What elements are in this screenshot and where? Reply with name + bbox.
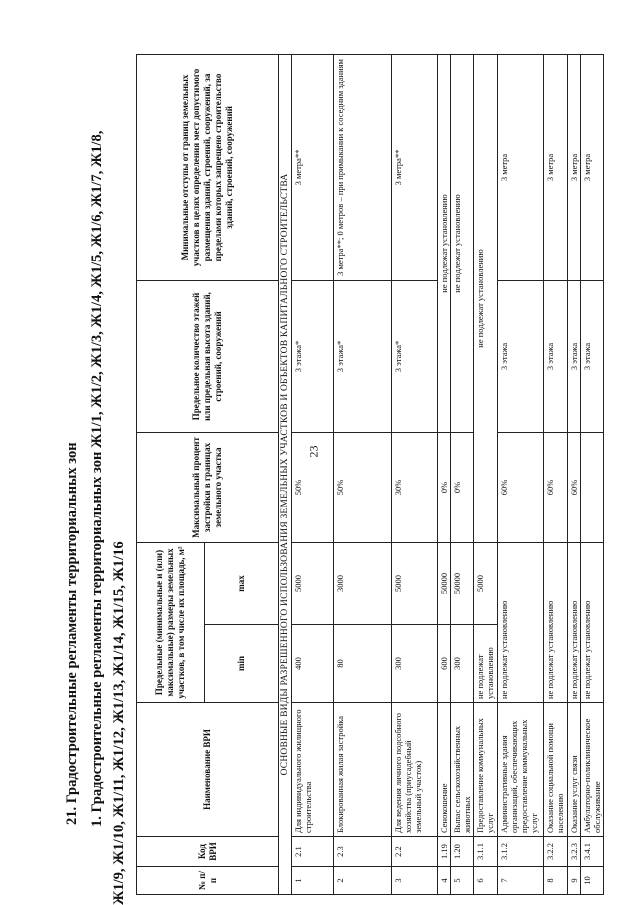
header-name: Наименование ВРИ <box>137 703 279 837</box>
cell-name: Блокированная жилая застройка <box>334 703 392 837</box>
cell-merged: не подлежат установлению <box>474 54 498 542</box>
cell-setback: 3 метра**; 0 метров – при примыкании к соседним зданиям <box>334 54 392 280</box>
page-number: 23 <box>306 445 321 458</box>
header-floors: Предельное количество этажей или предельная высота зданий, строений, сооружений <box>137 280 279 432</box>
cell-max: 50000 <box>438 542 451 624</box>
cell-code: 3.1.2 <box>498 837 544 867</box>
cell-code: 1.20 <box>451 837 474 867</box>
cell-floors: 3 этажа <box>544 280 568 432</box>
cell-num: 3 <box>392 867 438 895</box>
header-setback: Минимальные отступы от границ земельных участков в целях определения мест допустимого размещения зданий, строений, сооружений, за пределами которых запрещено строительство зданий, строений, сооружений <box>137 54 279 280</box>
cell-setback: 3 метра <box>568 54 581 280</box>
cell-setback: 3 метра** <box>292 54 334 280</box>
cell-min: 400 <box>292 625 334 703</box>
cell-min: 300 <box>451 625 474 703</box>
cell-merged: не подлежат установлению <box>451 54 474 432</box>
cell-size-merged: не подлежат установлению <box>544 542 568 702</box>
section-row <box>279 54 292 894</box>
cell-num: 5 <box>451 867 474 895</box>
cell-name: Выпас сельскохозяйственных животных <box>451 703 474 837</box>
cell-merged: не подлежат установлению <box>438 54 451 432</box>
cell-name: Оказание услуг связи <box>568 703 581 837</box>
table-row <box>581 54 604 894</box>
cell-code: 3.4.1 <box>581 837 604 867</box>
table-row <box>292 54 334 894</box>
cell-percent: 0% <box>438 432 451 542</box>
regulations-table <box>136 54 604 895</box>
cell-max: 3000 <box>334 542 392 624</box>
cell-percent: 50% <box>292 432 334 542</box>
header-percent: Максимальный процент застройки в границах земельного участка <box>137 432 279 542</box>
cell-percent: 60% <box>498 432 544 542</box>
header-size: Предельные (минимальные и (или) максимальные) размеры земельных участков, в том числе их площадь, м² <box>137 542 205 702</box>
cell-floors: 3 этажа* <box>334 280 392 432</box>
cell-min: 80 <box>334 625 392 703</box>
cell-code: 2.3 <box>334 837 392 867</box>
cell-name: Для ведения личного подсобного хозяйства (приусадебный земельный участок) <box>392 703 438 837</box>
subsection-title-line1: 1. Градостроительные регламенты территориальных зон Ж1/1, Ж1/2, Ж1/3, Ж1/4, Ж1/5, Ж1/6, Ж1/7, Ж1/8, <box>89 130 105 827</box>
cell-min: 300 <box>392 625 438 703</box>
cell-percent: 0% <box>451 432 474 542</box>
header-min: min <box>205 625 279 703</box>
cell-percent: 60% <box>568 432 581 542</box>
cell-setback: 3 метра <box>544 54 568 280</box>
cell-num: 4 <box>438 867 451 895</box>
section-title: 21. Градостроительные регламенты территориальных зон <box>64 442 80 825</box>
cell-name: Предоставление коммунальных услуг <box>474 703 498 837</box>
cell-size-merged: не подлежат установлению <box>568 542 581 702</box>
cell-setback: 3 метра <box>581 54 604 280</box>
table-row <box>498 54 544 894</box>
subsection-title-line2: Ж1/9, Ж1/10, Ж1/11, Ж1/12, Ж1/13, Ж1/14, Ж1/15, Ж1/16 <box>111 541 127 905</box>
cell-floors: 3 этажа <box>498 280 544 432</box>
cell-size-merged: не подлежат установлению <box>498 542 544 702</box>
cell-floors: 3 этажа* <box>292 280 334 432</box>
cell-name: Административные здания организаций, обеспечивающих предоставление коммунальных услуг <box>498 703 544 837</box>
cell-percent <box>581 432 604 542</box>
subsection-title <box>86 15 130 905</box>
table-row <box>392 54 438 894</box>
cell-percent: 60% <box>544 432 568 542</box>
table-row <box>334 54 392 894</box>
header-row <box>137 54 205 894</box>
section-label: ОСНОВНЫЕ ВИДЫ РАЗРЕШЕННОГО ИСПОЛЬЗОВАНИЯ ЗЕМЕЛЬНЫХ УЧАСТКОВ И ОБЪЕКТОВ КАПИТАЛЬНОГО СТРОИТЕЛЬСТВА <box>279 54 292 894</box>
cell-num: 1 <box>292 867 334 895</box>
header-max: max <box>205 542 279 624</box>
cell-size-merged: не подлежат установлению <box>581 542 604 702</box>
table-row <box>438 54 451 894</box>
cell-code: 1.19 <box>438 837 451 867</box>
cell-floors: 3 этажа <box>581 280 604 432</box>
cell-percent: 30% <box>392 432 438 542</box>
cell-min: 600 <box>438 625 451 703</box>
cell-floors: 3 этажа <box>568 280 581 432</box>
cell-percent: 50% <box>334 432 392 542</box>
cell-name: Амбулаторно-поликлиническое обслуживание <box>581 703 604 837</box>
cell-setback: 3 метра <box>498 54 544 280</box>
header-num: № п/п <box>137 867 279 895</box>
cell-code: 3.1.1 <box>474 837 498 867</box>
cell-max: 5000 <box>292 542 334 624</box>
cell-num: 7 <box>498 867 544 895</box>
cell-num: 9 <box>568 867 581 895</box>
cell-max: 50000 <box>451 542 474 624</box>
header-code: Код ВРИ <box>137 837 279 867</box>
table-row <box>568 54 581 894</box>
cell-code: 2.2 <box>392 837 438 867</box>
cell-min: не подлежат установлению <box>474 625 498 703</box>
cell-num: 2 <box>334 867 392 895</box>
cell-floors: 3 этажа* <box>392 280 438 432</box>
cell-num: 6 <box>474 867 498 895</box>
cell-code: 2.1 <box>292 837 334 867</box>
cell-num: 10 <box>581 867 604 895</box>
cell-max: 5000 <box>474 542 498 624</box>
cell-num: 8 <box>544 867 568 895</box>
cell-code: 3.2.2 <box>544 837 568 867</box>
cell-max: 5000 <box>392 542 438 624</box>
table-row <box>544 54 568 894</box>
cell-name: Оказание социальной помощи населению <box>544 703 568 837</box>
cell-name: Сенокошение <box>438 703 451 837</box>
cell-code: 3.2.3 <box>568 837 581 867</box>
cell-name: Для индивидуального жилищного строительства <box>292 703 334 837</box>
table-row <box>474 54 498 894</box>
cell-setback: 3 метра** <box>392 54 438 280</box>
table-row <box>451 54 474 894</box>
